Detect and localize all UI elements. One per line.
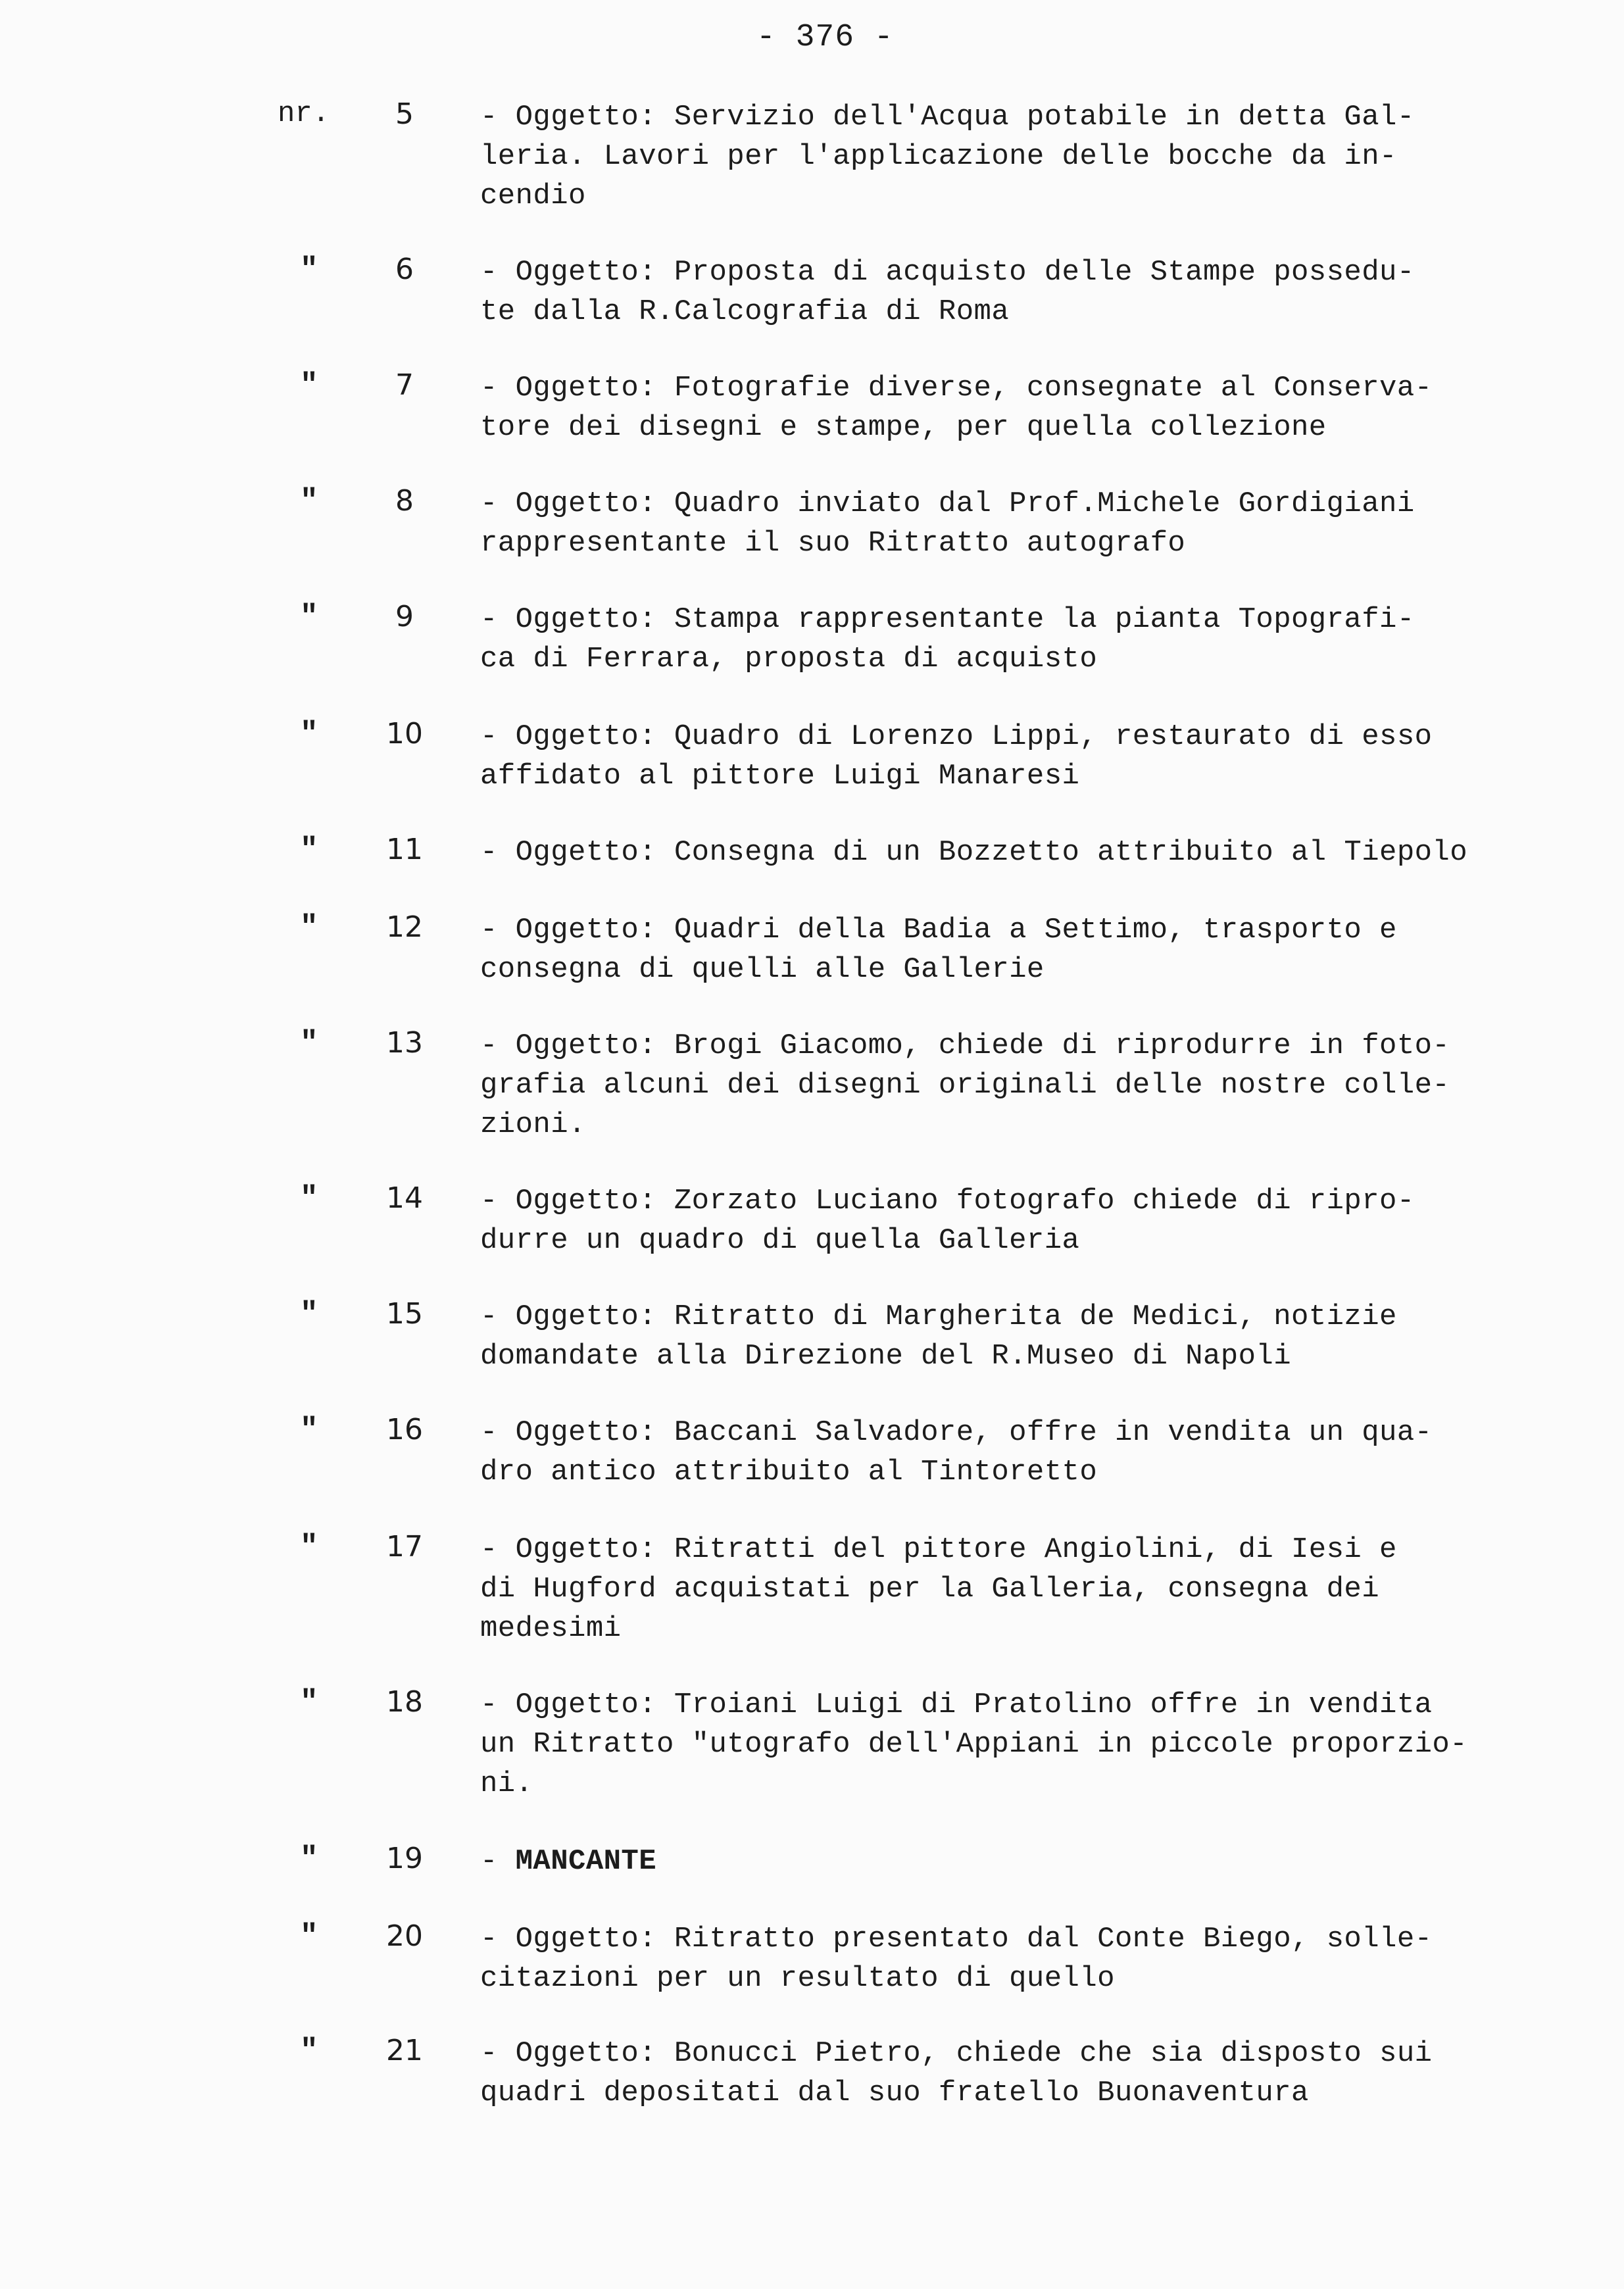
entry-body: Zorzato Luciano fotografo chiede di ripro- durre un quadro di quella Galleria [480, 1185, 1415, 1257]
entry-missing-label: MANCANTE [515, 1845, 657, 1878]
entry-dash: - [480, 720, 516, 753]
entry-number: 12 [386, 910, 423, 944]
entry-label: Oggetto: [515, 836, 657, 869]
entry-label: Oggetto: [515, 1185, 657, 1218]
entry-text [480, 253, 1598, 332]
entry-body: Stampa rappresentante la pianta Topografi- ca di Ferrara, proposta di acquisto [480, 603, 1415, 676]
ditto-mark: " [300, 1026, 318, 1060]
entry-body: Servizio dell'Acqua potabile in detta Gal- leria. Lavori per l'applicazione delle bocche da in- cendio [480, 101, 1415, 212]
entry-text [480, 1685, 1598, 1804]
entry-label: Oggetto: [515, 487, 657, 520]
entry-text [480, 1026, 1598, 1144]
entry-number: 16 [386, 1413, 423, 1446]
ditto-mark: " [300, 1842, 318, 1876]
ditto-mark: " [300, 717, 318, 751]
entry-text [480, 1297, 1598, 1376]
entry-number: 19 [386, 1842, 423, 1875]
entry-body: Quadri della Badia a Settimo, trasporto e consegna di quelli alle Gallerie [480, 914, 1397, 986]
entry-text [480, 1413, 1598, 1492]
entry-dash: - [480, 836, 516, 869]
entry-number: 9 [395, 600, 414, 633]
entry-prefix: nr. [278, 97, 330, 130]
entry-body: Baccani Salvadore, offre in vendita un qua- dro antico attribuito al Tintoretto [480, 1416, 1433, 1489]
ditto-mark: " [300, 600, 318, 634]
ditto-mark: " [300, 2034, 318, 2068]
entry-dash: - [480, 914, 516, 947]
entry-label: Oggetto: [515, 720, 657, 753]
entry-text [480, 368, 1598, 447]
entry-text [480, 484, 1598, 563]
entry-text [480, 1919, 1598, 1998]
entry-dash: - [480, 2037, 516, 2070]
entry-text [480, 1181, 1598, 1260]
entry-dash: - [480, 1845, 516, 1878]
ditto-mark: " [300, 368, 318, 403]
entry-number: 11 [386, 833, 423, 866]
ditto-mark: " [300, 1919, 318, 1954]
entry-dash: - [480, 372, 516, 405]
entry-text [480, 1530, 1598, 1648]
entry-text [480, 833, 1598, 872]
entry-label: Oggetto: [515, 256, 657, 289]
entry-text [480, 1842, 1598, 1881]
entry-dash: - [480, 1688, 516, 1721]
entry-dash: - [480, 1300, 516, 1333]
entry-number: 17 [386, 1530, 423, 1563]
entry-dash: - [480, 603, 516, 636]
entry-body: Brogi Giacomo, chiede di riprodurre in foto- grafia alcuni dei disegni originali delle nostre colle- zioni. [480, 1029, 1450, 1141]
entry-body: Ritratto presentato dal Conte Biego, solle- citazioni per un resultato di quello [480, 1923, 1433, 1995]
ditto-mark: " [300, 484, 318, 518]
entry-dash: - [480, 256, 516, 289]
entry-body: Ritratti del pittore Angiolini, di Iesi e di Hugford acquistati per la Galleria, consegna dei medesimi [480, 1533, 1397, 1645]
entry-text [480, 910, 1598, 989]
ditto-mark: " [300, 910, 318, 945]
entry-dash: - [480, 1029, 516, 1062]
entry-label: Oggetto: [515, 1533, 657, 1566]
entry-text [480, 600, 1598, 679]
ditto-mark: " [300, 1685, 318, 1719]
entry-body: Quadro di Lorenzo Lippi, restaurato di esso affidato al pittore Luigi Manaresi [480, 720, 1433, 793]
entry-body: Fotografie diverse, consegnate al Conserva- tore dei disegni e stampe, per quella collezione [480, 372, 1433, 444]
entry-label: Oggetto: [515, 914, 657, 947]
entry-label: Oggetto: [515, 1688, 657, 1721]
entry-number: 15 [386, 1297, 423, 1331]
entry-number: 5 [395, 97, 414, 131]
ditto-mark: " [300, 1413, 318, 1447]
entry-text [480, 2034, 1598, 2113]
ditto-mark: " [300, 1297, 318, 1331]
entry-body: Consegna di un Bozzetto attribuito al Tiepolo [656, 836, 1468, 869]
entry-label: Oggetto: [515, 1923, 657, 1956]
entry-dash: - [480, 101, 516, 134]
ditto-mark: " [300, 1181, 318, 1216]
entry-number: 10 [386, 717, 423, 751]
entry-dash: - [480, 487, 516, 520]
entry-body: Troiani Luigi di Pratolino offre in vendita un Ritratto "utografo dell'Appiani in piccole proporzio- ni. [480, 1688, 1468, 1800]
entry-number: 8 [395, 484, 414, 518]
entry-text [480, 717, 1598, 796]
entry-dash: - [480, 1185, 516, 1218]
entry-number: 6 [395, 253, 414, 286]
entry-body: Ritratto di Margherita de Medici, notizie domandate alla Direzione del R.Museo di Napoli [480, 1300, 1397, 1373]
ditto-mark: " [300, 253, 318, 287]
entry-number: 20 [386, 1919, 423, 1953]
entry-number: 14 [386, 1181, 423, 1215]
entry-label: Oggetto: [515, 1416, 657, 1449]
entry-label: Oggetto: [515, 2037, 657, 2070]
entry-dash: - [480, 1923, 516, 1956]
entry-body: Proposta di acquisto delle Stampe possedu- te dalla R.Calcografia di Roma [480, 256, 1415, 328]
ditto-mark: " [300, 833, 318, 867]
entry-number: 13 [386, 1026, 423, 1060]
entry-label: Oggetto: [515, 1300, 657, 1333]
entry-label: Oggetto: [515, 603, 657, 636]
page-number: - 376 - [756, 20, 894, 55]
entry-dash: - [480, 1533, 516, 1566]
ditto-mark: " [300, 1530, 318, 1564]
entry-label: Oggetto: [515, 1029, 657, 1062]
entry-label: Oggetto: [515, 101, 657, 134]
entry-label: Oggetto: [515, 372, 657, 405]
entry-dash: - [480, 1416, 516, 1449]
entry-number: 7 [395, 368, 414, 402]
entry-number: 18 [386, 1685, 423, 1719]
entry-text [480, 97, 1598, 216]
entry-body: Quadro inviato dal Prof.Michele Gordigiani rappresentante il suo Ritratto autografo [480, 487, 1415, 560]
entry-body: Bonucci Pietro, chiede che sia disposto sui quadri depositati dal suo fratello Buonaventura [480, 2037, 1433, 2109]
entry-number: 21 [386, 2034, 423, 2067]
